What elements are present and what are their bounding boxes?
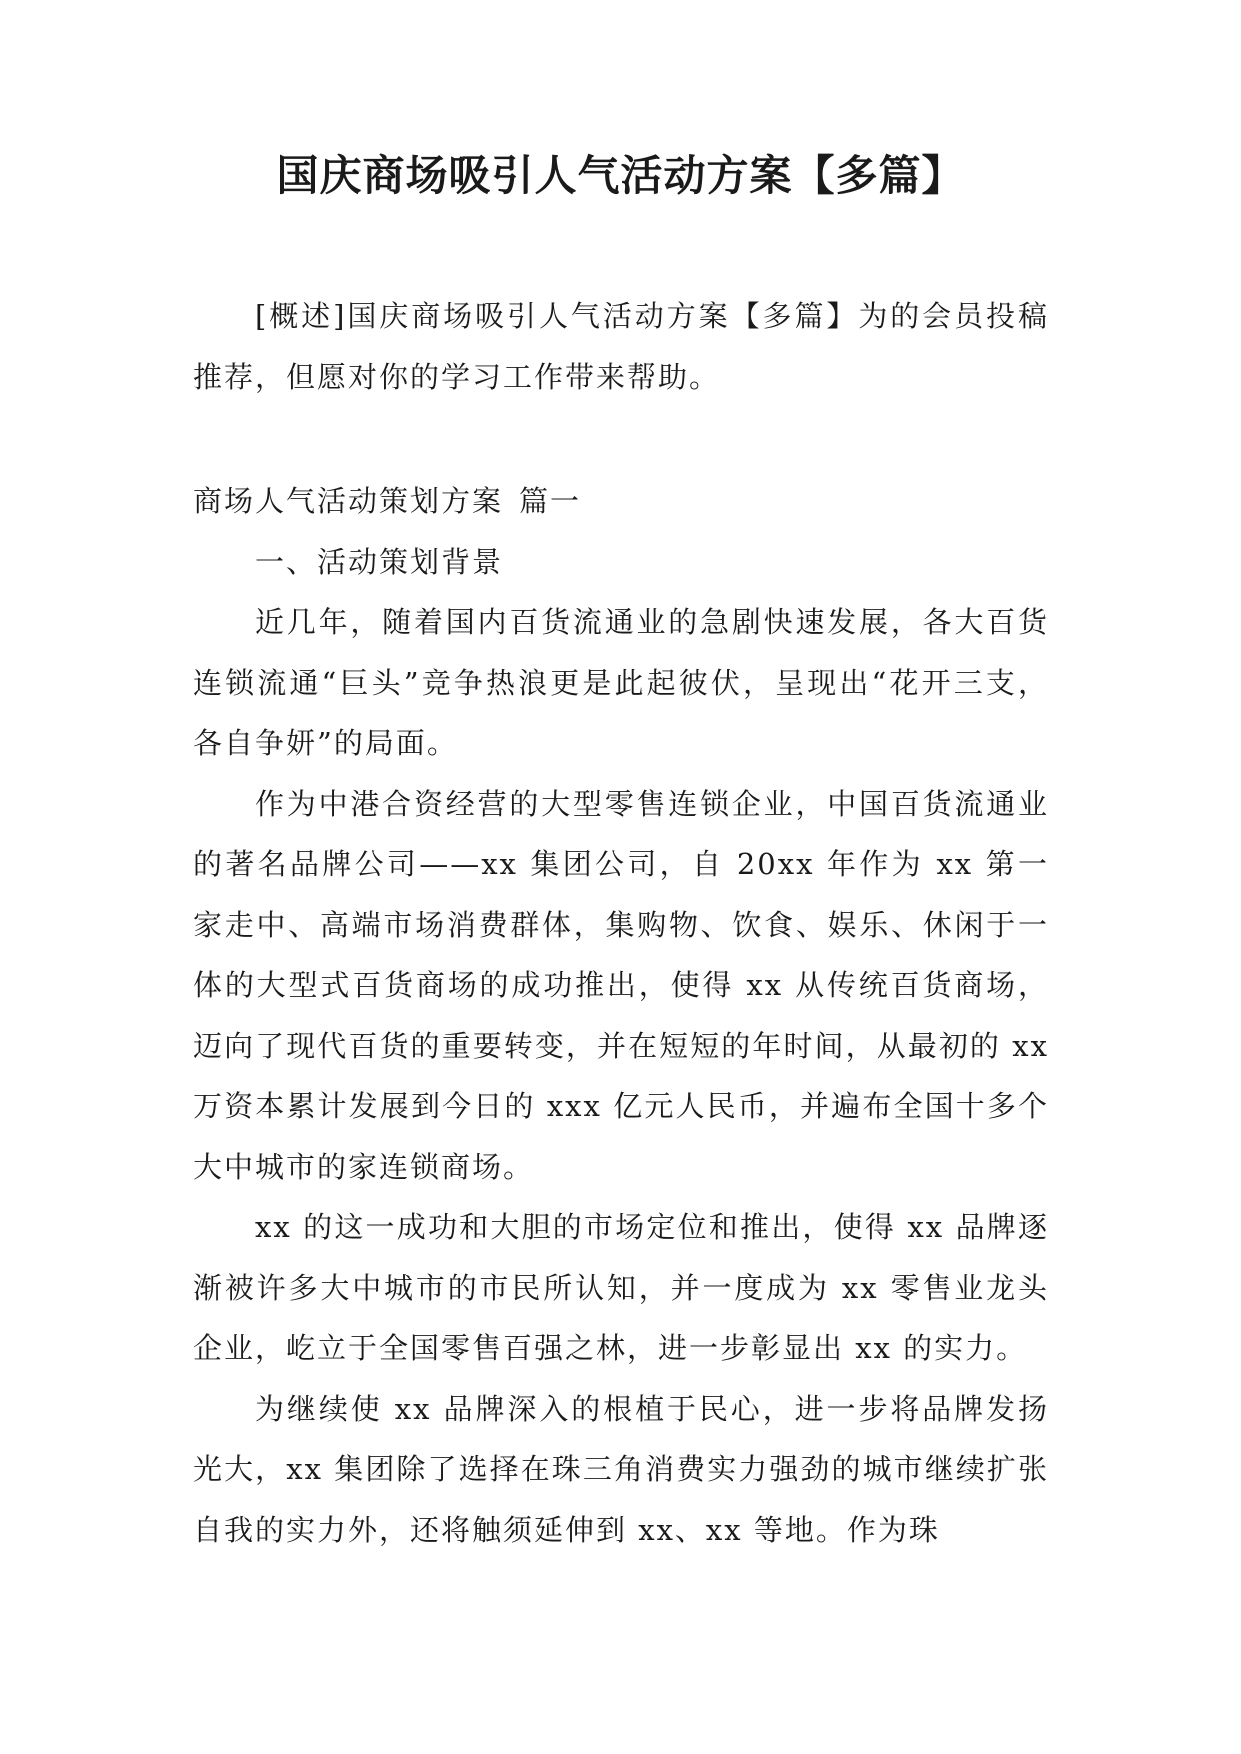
summary-paragraph: [概述]国庆商场吸引人气活动方案【多篇】为的会员投稿推荐，但愿对你的学习工作带来帮助。 [193,299,1049,394]
chapter-label: 篇一 [519,484,582,518]
body-paragraph: 为继续使 xx 品牌深入的根植于民心，进一步将品牌发扬光大，xx 集团除了选择在珠三角消费实力强劲的城市继续扩张自我的实力外，还将触须延伸到 xx、xx 等地。作为珠 [193,1391,1049,1547]
section-heading: 一、活动策划背景 [255,544,504,579]
body-paragraph: 近几年，随着国内百货流通业的急剧快速发展，各大百货连锁流通“巨头”竞争热浪更是此起彼伏，呈现出“花开三支，各自争妍”的局面。 [193,605,1049,760]
body-paragraph: xx 的这一成功和大胆的市场定位和推出，使得 xx 品牌逐渐被许多大中城市的市民所认知，并一度成为 xx 零售业龙头企业，屹立于全国零售百强之林，进一步彰显出 xx 的实力。 [193,1210,1049,1365]
chapter-title [193,471,1049,532]
document-title: 国庆商场吸引人气活动方案【多篇】 [276,151,965,200]
body-paragraph: 作为中港合资经营的大型零售连锁企业，中国百货流通业的著名品牌公司——xx 集团公司，自 20xx 年作为 xx 第一家走中、高端市场消费群体，集购物、饮食、娱乐、休闲于一体的大型式百货商场的成功推出，使得 xx 从传统百货商场，迈向了现代百货的重要转变，并在短短的年时间，从最初的 xx 万资本累计发展到今日的 xxx 亿元人民币，并遍布全国十多个大中城市的家连锁商场。 [193,786,1049,1184]
document-body [193,286,1049,1560]
chapter-title-text: 商场人气活动策划方案 [193,484,504,518]
